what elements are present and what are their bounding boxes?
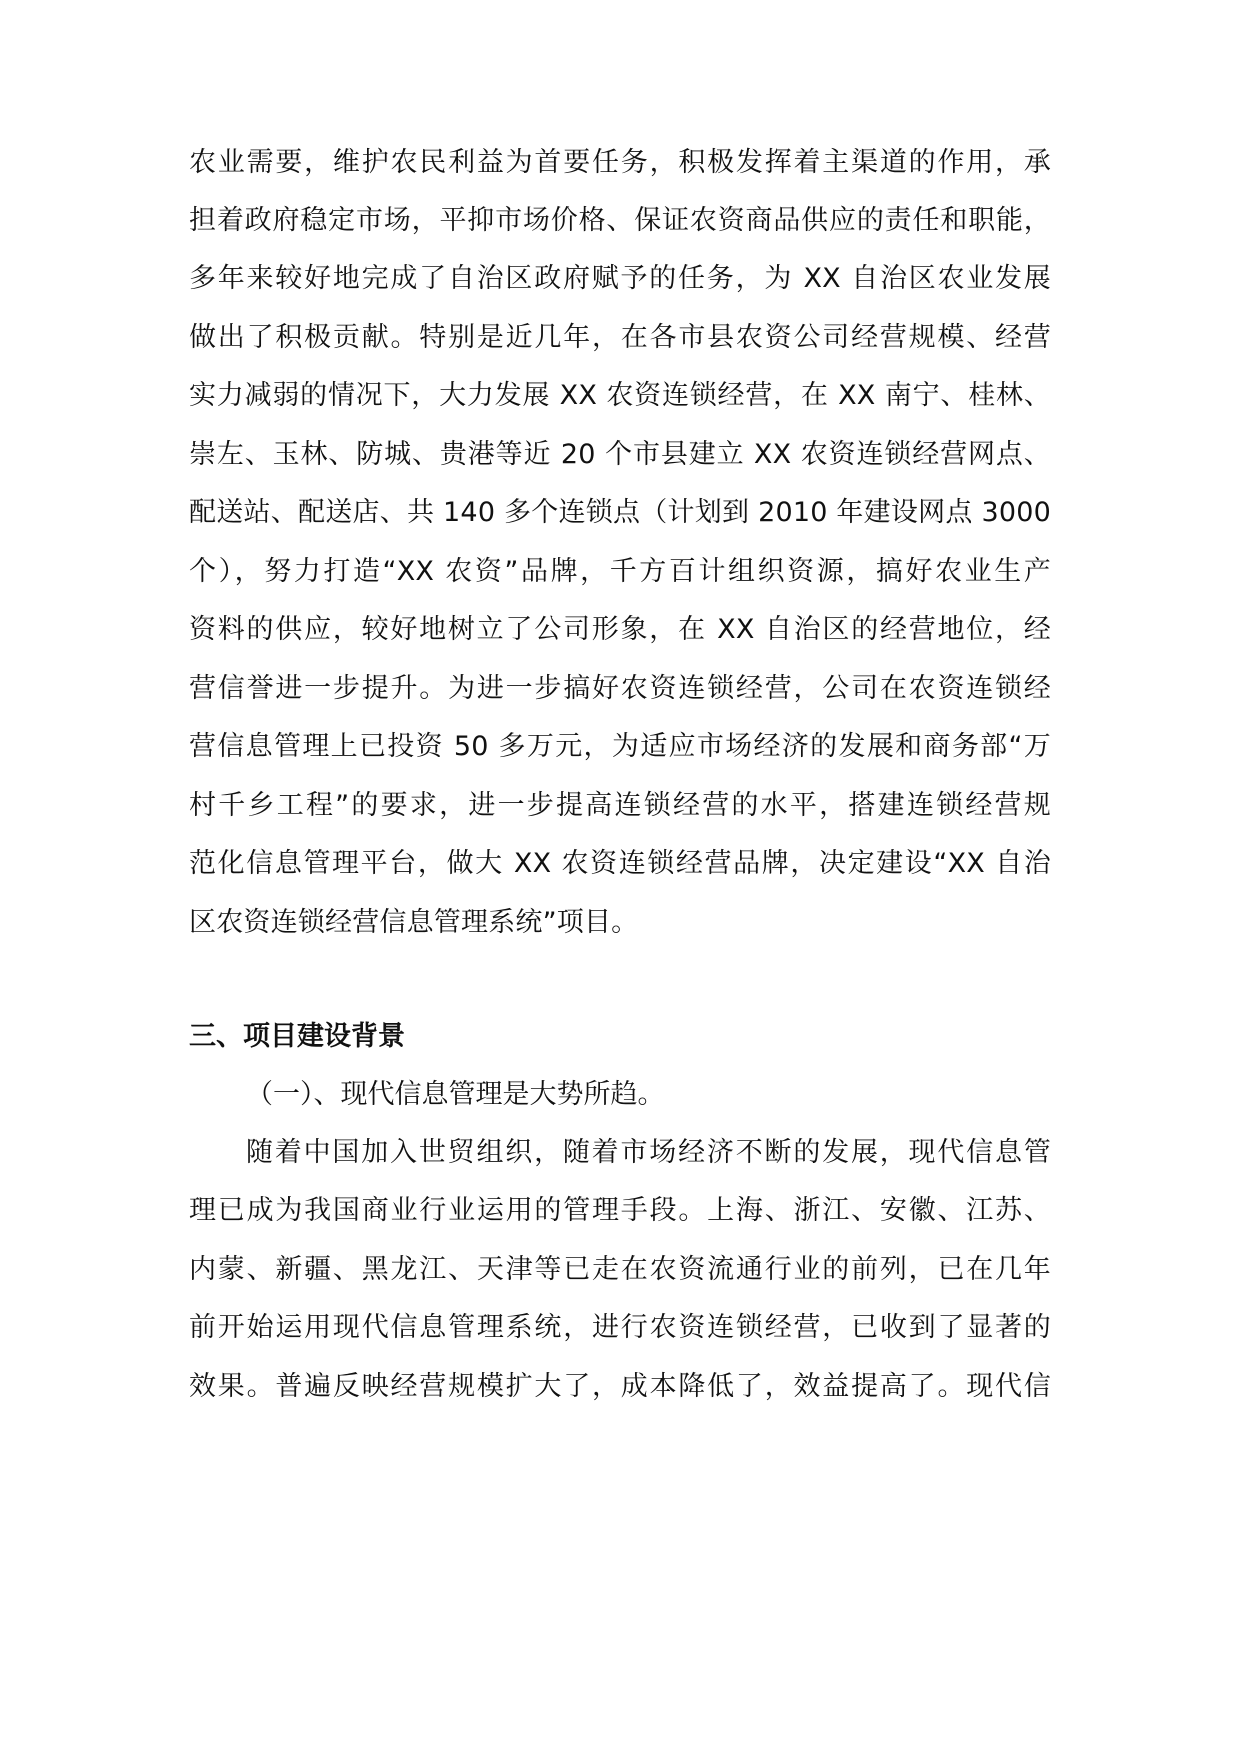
paragraph-line: 营信誉进一步提升。为进一步搞好农资连锁经营，公司在农资连锁经 xyxy=(189,673,1051,704)
section-heading: 三、项目建设背景 xyxy=(189,1021,405,1052)
paragraph-line: 担着政府稳定市场，平抑市场价格、保证农资商品供应的责任和职能， xyxy=(189,205,1051,236)
paragraph-line: 实力减弱的情况下，大力发展 XX 农资连锁经营，在 XX 南宁、桂林、 xyxy=(189,380,1051,411)
paragraph-line: 崇左、玉林、防城、贵港等近 20 个市县建立 XX 农资连锁经营网点、 xyxy=(189,439,1051,470)
paragraph-line: 范化信息管理平台，做大 XX 农资连锁经营品牌，决定建设“XX 自治 xyxy=(189,848,1051,879)
subsection-heading: （一）、现代信息管理是大势所趋。 xyxy=(246,1079,665,1110)
paragraph-line: 效果。普遍反映经营规模扩大了，成本降低了，效益提高了。现代信 xyxy=(189,1371,1051,1402)
paragraph-line: 农业需要，维护农民利益为首要任务，积极发挥着主渠道的作用，承 xyxy=(189,147,1051,178)
paragraph-line: 营信息管理上已投资 50 多万元，为适应市场经济的发展和商务部“万 xyxy=(189,731,1051,762)
paragraph-line: 资料的供应，较好地树立了公司形象，在 XX 自治区的经营地位，经 xyxy=(189,614,1051,645)
paragraph-line: 个），努力打造“XX 农资”品牌，千方百计组织资源，搞好农业生产 xyxy=(189,556,1051,587)
paragraph-line: 做出了积极贡献。特别是近几年，在各市县农资公司经营规模、经营 xyxy=(189,322,1051,353)
paragraph-line: 区农资连锁经营信息管理系统”项目。 xyxy=(189,907,639,938)
paragraph-line: 前开始运用现代信息管理系统，进行农资连锁经营，已收到了显著的 xyxy=(189,1312,1051,1343)
paragraph-line: 配送站、配送店、共 140 多个连锁点（计划到 2010 年建设网点 3000 xyxy=(189,497,1051,528)
paragraph-line: 村千乡工程”的要求，进一步提高连锁经营的水平，搭建连锁经营规 xyxy=(189,790,1051,821)
paragraph-line: 理已成为我国商业行业运用的管理手段。上海、浙江、安徽、江苏、 xyxy=(189,1195,1051,1226)
paragraph-line: 多年来较好地完成了自治区政府赋予的任务，为 XX 自治区农业发展 xyxy=(189,263,1051,294)
paragraph-line: 内蒙、新疆、黑龙江、天津等已走在农资流通行业的前列，已在几年 xyxy=(189,1254,1051,1285)
paragraph-line: 随着中国加入世贸组织，随着市场经济不断的发展，现代信息管 xyxy=(246,1137,1051,1168)
